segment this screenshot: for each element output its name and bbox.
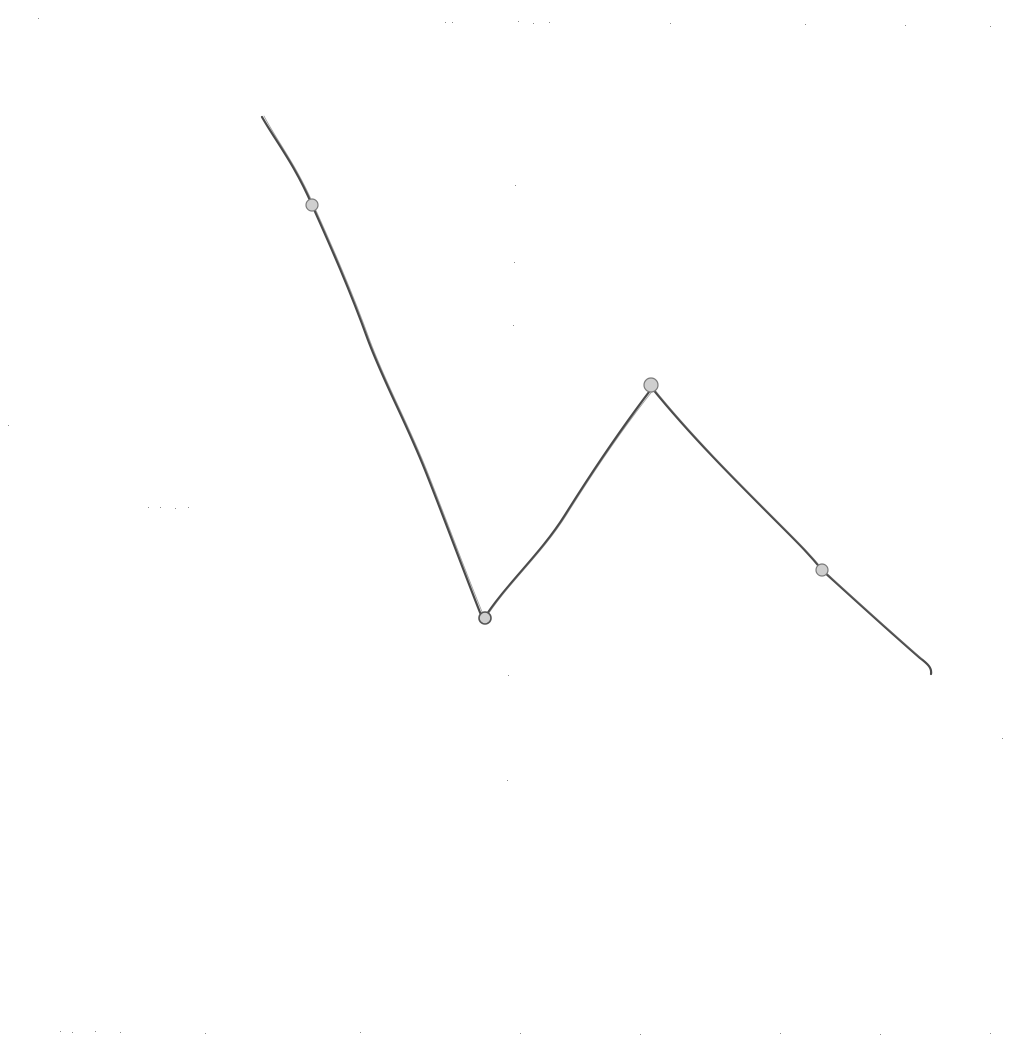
sketch-line-texture bbox=[264, 116, 922, 659]
scan-specks bbox=[8, 18, 1003, 1035]
peak-point-marker bbox=[644, 378, 658, 392]
low-point-marker bbox=[479, 612, 491, 624]
point-2-marker bbox=[306, 199, 318, 211]
sketch-line bbox=[262, 117, 931, 674]
point-5-marker bbox=[816, 564, 828, 576]
